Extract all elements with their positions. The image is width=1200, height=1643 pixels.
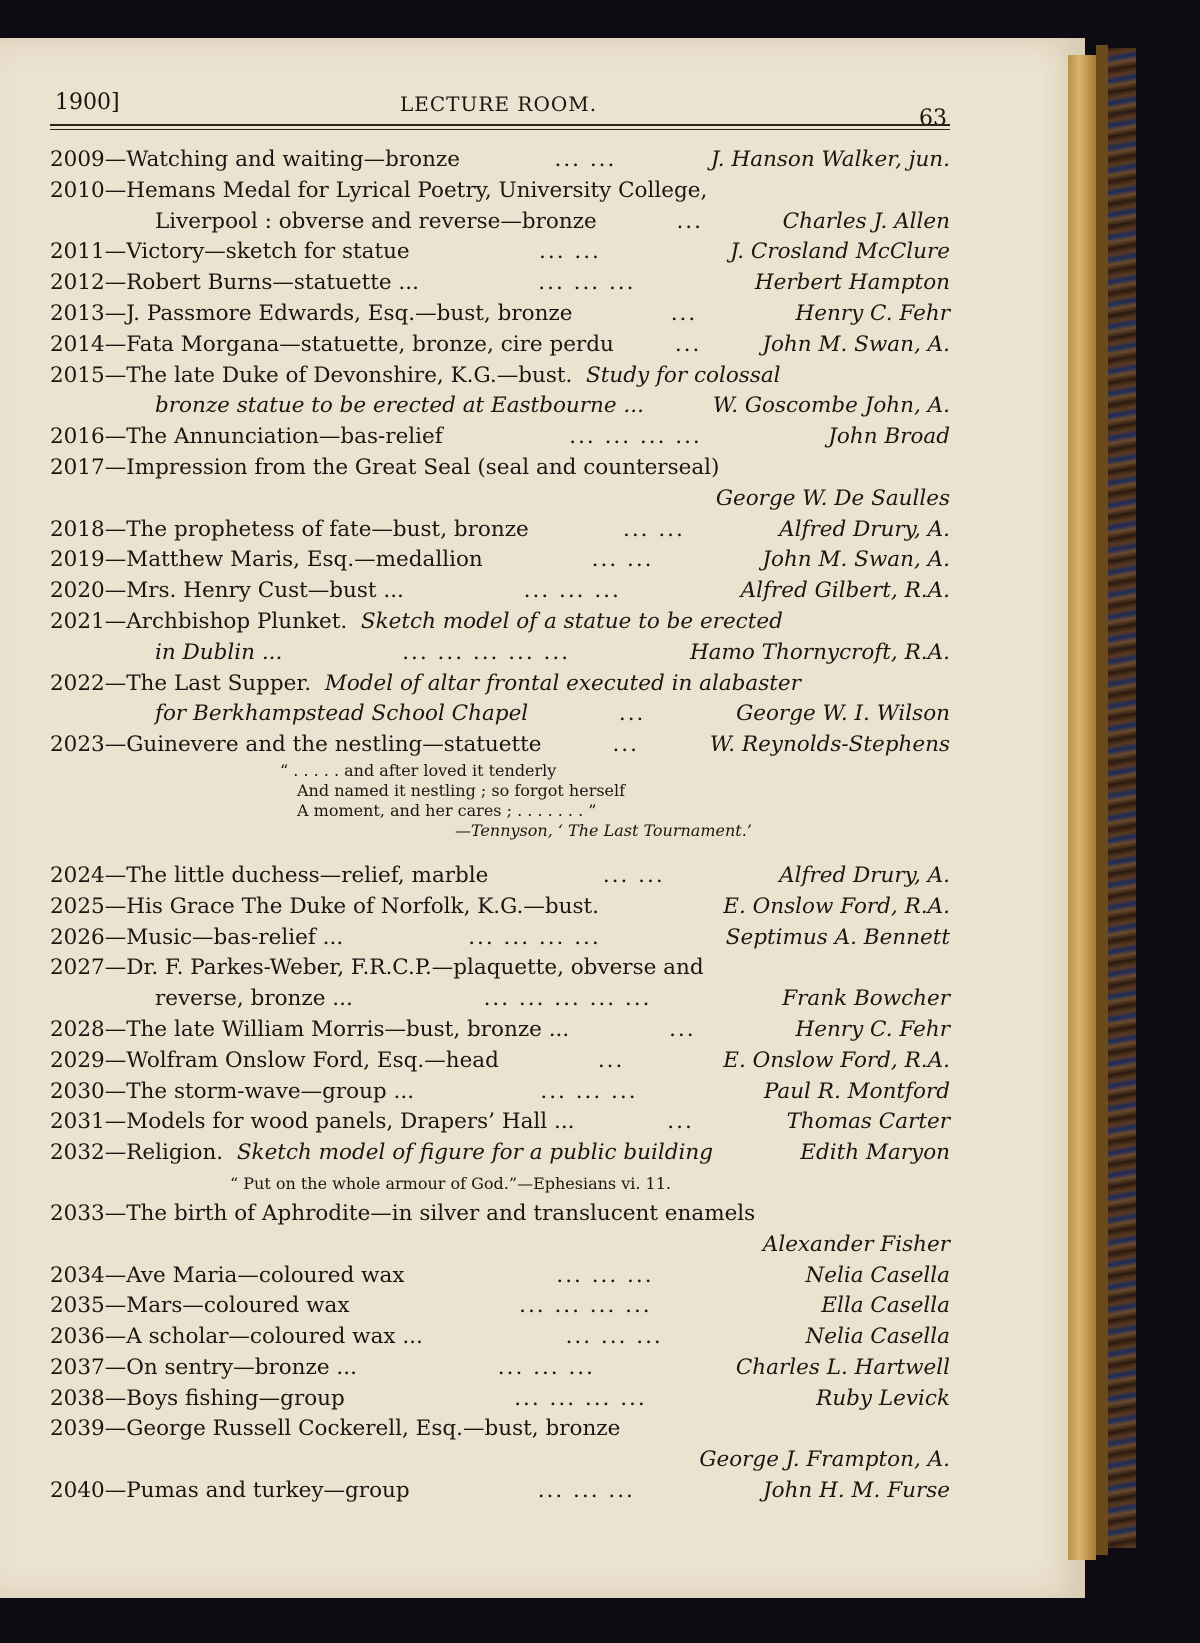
artist-name: Frank Bowcher	[782, 986, 950, 1012]
catalogue-entry	[50, 1077, 950, 1108]
entry-line	[50, 1077, 950, 1108]
entry-spacer	[311, 669, 325, 700]
catalogue-entry	[50, 1291, 950, 1322]
leader-dots: ... ... ...	[556, 1262, 654, 1288]
entry-line	[50, 984, 950, 1015]
entry-line	[50, 669, 950, 700]
entry-title: 2027—Dr. F. Parkes-Weber, F.R.C.P.—plaquette, obverse and	[50, 955, 704, 981]
catalogue-entry	[50, 1353, 950, 1384]
artist-name: Herbert Hampton	[754, 270, 950, 296]
catalogue-entry	[50, 361, 950, 423]
entry-line	[50, 145, 950, 176]
entry-title: 2025—His Grace The Duke of Norfolk, K.G.—bust.	[50, 893, 599, 919]
catalogue-entry	[50, 268, 950, 299]
entry-line	[50, 699, 950, 730]
entry-title: 2010—Hemans Medal for Lyrical Poetry, University College,	[50, 177, 708, 203]
entry-line	[50, 892, 950, 923]
entry-title: 2009—Watching and waiting—bronze	[50, 147, 460, 172]
leader-dots: ... ... ...	[497, 1354, 595, 1380]
entry-line	[50, 1414, 950, 1445]
entry-title: reverse, bronze ...	[155, 986, 353, 1012]
entry-title: 2030—The storm-wave—group ...	[50, 1078, 415, 1104]
entry-line	[50, 1107, 950, 1138]
leader-dots: ...	[597, 1047, 625, 1073]
tennyson-quote	[50, 761, 950, 841]
catalogue-entry	[50, 545, 950, 576]
entry-title: in Dublin ...	[155, 639, 283, 665]
entry-title: 2014—Fata Morgana—statuette, bronze, cire perdu	[50, 331, 614, 357]
leader-dots: ...	[669, 1016, 696, 1042]
artist-name: John H. M. Furse	[763, 1478, 950, 1504]
entry-title: 2036—A scholar—coloured wax ...	[50, 1324, 423, 1350]
catalogue-entry	[50, 1015, 950, 1046]
artist-name: Paul R. Montford	[763, 1078, 950, 1104]
artist-name: Hamo Thornycroft, R.A.	[689, 639, 950, 665]
leader-dots: ...	[667, 1109, 694, 1135]
entry-group-c	[50, 1199, 950, 1507]
entry-line	[50, 1230, 950, 1261]
entry-line	[50, 953, 950, 984]
entry-line	[50, 1353, 950, 1384]
entry-title: 2024—The little duchess—relief, marble	[50, 862, 489, 888]
entry-note: Sketch model of a statue to be erected	[360, 608, 783, 634]
entry-note: Sketch model of figure for a public building	[236, 1140, 713, 1166]
entry-line	[50, 861, 950, 892]
marbled-endpaper	[1108, 48, 1136, 1548]
page-edges-gilt	[1068, 55, 1096, 1560]
entry-note: Model of altar frontal executed in alabaster	[324, 670, 801, 696]
catalogue-entry	[50, 607, 950, 669]
leader-dots: ... ... ...	[540, 1078, 638, 1104]
catalogue-entry	[50, 1476, 950, 1507]
artist-name: Henry C. Fehr	[795, 300, 950, 326]
leader-dots: ... ... ... ... ...	[402, 639, 571, 665]
catalogue-entry	[50, 1138, 950, 1169]
catalogue-entries	[50, 145, 950, 1507]
leader-dots: ... ...	[602, 862, 665, 888]
entry-title: 2018—The prophetess of fate—bust, bronze	[50, 516, 529, 542]
catalogue-entry	[50, 453, 950, 515]
catalogue-entry	[50, 1414, 950, 1476]
entry-title: 2017—Impression from the Great Seal (seal and counterseal)	[50, 454, 720, 480]
leader-dots: ... ... ... ...	[514, 1385, 647, 1411]
entry-line	[50, 1199, 950, 1230]
quote-line: A moment, and her cares ; . . . . . . . ”	[297, 800, 597, 820]
header-rule-thick	[50, 124, 950, 126]
entry-title: 2020—Mrs. Henry Cust—bust ...	[50, 578, 404, 604]
entry-line	[50, 484, 950, 515]
leader-dots: ... ... ...	[565, 1324, 663, 1350]
entry-title: 2023—Guinevere and the nestling—statuette	[50, 732, 542, 758]
leader-dots: ... ...	[591, 547, 654, 573]
entry-line	[50, 207, 950, 238]
artist-name: E. Onslow Ford, R.A.	[723, 893, 950, 919]
header-rule-thin	[50, 129, 950, 130]
quote-line: “ . . . . . and after loved it tenderly	[280, 760, 557, 780]
entry-title: 2013—J. Passmore Edwards, Esq.—bust, bronze	[50, 300, 573, 326]
leader-dots: ... ...	[539, 239, 601, 265]
catalogue-entry	[50, 515, 950, 546]
entry-line	[50, 1015, 950, 1046]
artist-name: Alfred Drury, A.	[779, 516, 950, 542]
entry-title: 2026—Music—bas-relief ...	[50, 924, 344, 950]
entry-line	[50, 176, 950, 207]
running-header	[50, 40, 1050, 131]
artist-name: E. Onslow Ford, R.A.	[723, 1047, 950, 1073]
entry-title: 2039—George Russell Cockerell, Esq.—bust, bronze	[50, 1416, 621, 1442]
entry-line	[50, 1046, 950, 1077]
quote-line: And named it nestling ; so forgot herself	[297, 780, 626, 800]
catalogue-entry	[50, 299, 950, 330]
leader-dots: ...	[612, 732, 639, 758]
catalogue-entry	[50, 176, 950, 238]
entry-spacer	[572, 361, 586, 392]
entry-line	[50, 1261, 950, 1292]
entry-title: for Berkhampstead School Chapel	[155, 701, 529, 727]
leader-dots: ... ... ...	[523, 578, 621, 604]
entry-title: 2032—Religion.	[50, 1140, 224, 1166]
entry-line	[50, 422, 950, 453]
entry-line	[50, 545, 950, 576]
entry-line	[50, 730, 950, 761]
catalogue-entry	[50, 923, 950, 954]
artist-name: John M. Swan, A.	[762, 547, 950, 573]
artist-name: W. Goscombe John, A.	[712, 393, 950, 419]
entry-title: 2033—The birth of Aphrodite—in silver and translucent enamels	[50, 1200, 756, 1226]
leader-dots: ... ... ... ...	[519, 1293, 652, 1319]
artist-name: Alfred Gilbert, R.A.	[740, 578, 950, 604]
leader-dots: ... ... ...	[537, 1478, 635, 1504]
entry-title: 2034—Ave Maria—coloured wax	[50, 1262, 405, 1288]
artist-name: Nelia Casella	[805, 1324, 950, 1350]
quote-source: —Tennyson, ‘ The Last Tournament.’	[455, 820, 752, 840]
header-year: 1900]	[55, 90, 120, 115]
entry-line	[50, 1445, 950, 1476]
leader-dots: ... ... ... ...	[569, 424, 702, 450]
entry-line	[50, 923, 950, 954]
entry-group-a	[50, 145, 950, 761]
artist-name: Alfred Drury, A.	[779, 862, 950, 888]
entry-title: 2040—Pumas and turkey—group	[50, 1478, 410, 1504]
catalogue-entry	[50, 1261, 950, 1292]
leader-dots: ...	[676, 208, 703, 234]
entry-title: 2019—Matthew Maris, Esq.—medallion	[50, 547, 483, 573]
leader-dots: ... ...	[554, 147, 617, 172]
entry-title: 2011—Victory—sketch for statue	[50, 239, 410, 265]
artist-name: Edith Maryon	[800, 1140, 950, 1166]
entry-line	[50, 576, 950, 607]
entry-line	[50, 237, 950, 268]
leader-dots: ...	[618, 701, 646, 727]
catalogue-entry	[50, 1384, 950, 1415]
spacer	[50, 841, 950, 861]
artist-name: J. Crosland McClure	[730, 239, 950, 265]
entry-line	[50, 607, 950, 638]
entry-line	[50, 391, 950, 422]
entry-line	[50, 268, 950, 299]
artist-name: John M. Swan, A.	[762, 331, 950, 357]
entry-title: 2031—Models for wood panels, Drapers’ Hall ...	[50, 1109, 575, 1135]
entry-title: 2022—The Last Supper.	[50, 670, 312, 696]
artist-name: W. Reynolds-Stephens	[709, 732, 950, 758]
catalogue-entry	[50, 861, 950, 892]
catalogue-entry	[50, 953, 950, 1015]
catalogue-entry	[50, 576, 950, 607]
artist-name: George J. Frampton, A.	[699, 1447, 950, 1473]
entry-line	[50, 330, 950, 361]
entry-title: 2035—Mars—coloured wax	[50, 1293, 350, 1319]
catalogue-entry	[50, 237, 950, 268]
page-content	[50, 40, 1050, 1504]
cover-edge	[1096, 45, 1108, 1555]
artist-name: John Broad	[828, 424, 950, 450]
entry-line	[50, 638, 950, 669]
catalogue-entry	[50, 1322, 950, 1353]
entry-group-b	[50, 861, 950, 1169]
leader-dots: ... ... ... ...	[468, 924, 601, 950]
entry-note: Study for colossal	[586, 362, 781, 388]
ephesians-quote: “ Put on the whole armour of God.”—Ephesians vi. 11.	[230, 1173, 671, 1193]
entry-line	[50, 361, 950, 392]
leader-dots: ... ... ... ... ...	[483, 986, 652, 1012]
artist-name: Henry C. Fehr	[795, 1016, 950, 1042]
artist-name: Ruby Levick	[816, 1385, 950, 1411]
catalogue-entry	[50, 145, 950, 176]
entry-line	[50, 1476, 950, 1507]
entry-title: 2021—Archbishop Plunket.	[50, 608, 348, 634]
leader-dots: ... ...	[623, 516, 685, 542]
artist-name: Charles L. Hartwell	[735, 1354, 950, 1380]
entry-line	[50, 453, 950, 484]
catalogue-entry	[50, 1107, 950, 1138]
catalogue-entry	[50, 730, 950, 761]
artist-name: Charles J. Allen	[782, 208, 950, 234]
entry-line	[50, 1138, 950, 1169]
artist-name: Ella Casella	[821, 1293, 950, 1319]
entry-spacer	[347, 607, 361, 638]
entry-line	[50, 1384, 950, 1415]
page-number: 63	[919, 106, 947, 131]
catalogue-entry	[50, 422, 950, 453]
entry-line	[50, 299, 950, 330]
entry-title: 2028—The late William Morris—bust, bronze ...	[50, 1016, 570, 1042]
entry-title: Liverpool : obverse and reverse—bronze	[155, 208, 597, 234]
leader-dots: ...	[670, 300, 698, 326]
entry-title: 2038—Boys fishing—group	[50, 1385, 345, 1411]
entry-line	[50, 1291, 950, 1322]
catalogue-entry	[50, 669, 950, 731]
artist-name: George W. De Saulles	[715, 485, 950, 511]
entry-spacer	[223, 1138, 237, 1169]
entry-title: 2012—Robert Burns—statuette ...	[50, 270, 419, 296]
entry-line	[50, 1322, 950, 1353]
artist-name: Thomas Carter	[786, 1109, 950, 1135]
artist-name: Nelia Casella	[805, 1262, 950, 1288]
catalogue-entry	[50, 330, 950, 361]
catalogue-entry	[50, 1046, 950, 1077]
entry-title: 2037—On sentry—bronze ...	[50, 1354, 357, 1380]
leader-dots: ...	[674, 331, 702, 357]
header-title: LECTURE ROOM.	[400, 92, 598, 116]
artist-name: Alexander Fisher	[762, 1231, 950, 1257]
entry-title: 2029—Wolfram Onslow Ford, Esq.—head	[50, 1047, 499, 1073]
artist-name: George W. I. Wilson	[736, 701, 950, 727]
artist-name: Septimus A. Bennett	[725, 924, 950, 950]
leader-dots: ... ... ...	[538, 270, 636, 296]
entry-title: 2015—The late Duke of Devonshire, K.G.—bust.	[50, 362, 573, 388]
catalogue-entry	[50, 1199, 950, 1261]
entry-title: bronze statue to be erected at Eastbourne ...	[155, 393, 644, 419]
entry-line	[50, 515, 950, 546]
entry-title: 2016—The Annunciation—bas-relief	[50, 424, 443, 450]
catalogue-entry	[50, 892, 950, 923]
artist-name: J. Hanson Walker, jun.	[710, 147, 950, 172]
